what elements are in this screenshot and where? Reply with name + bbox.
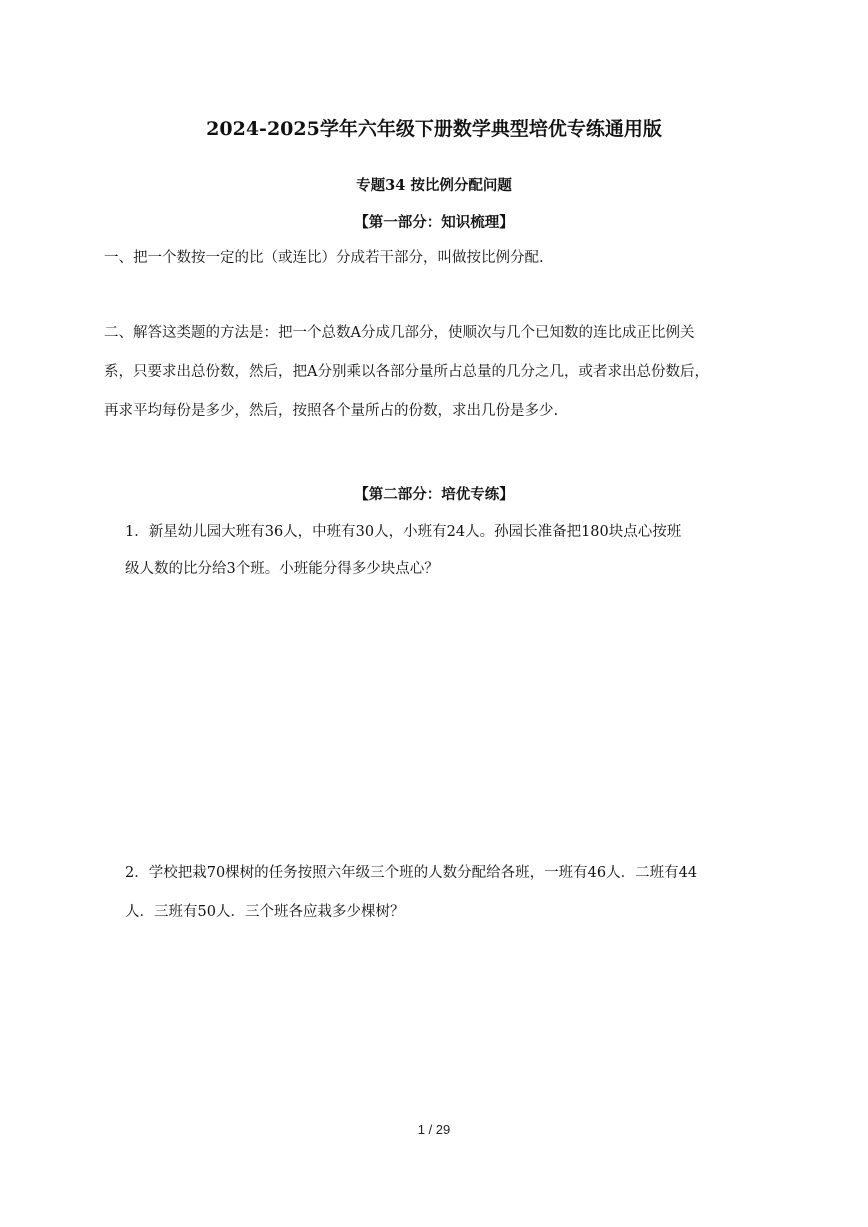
- page-number: 1 / 29: [417, 1122, 451, 1137]
- knowledge-point-2-line-3: 再求平均每份是多少，然后，按照各个量所占的份数，求出几份是多少.: [104, 403, 559, 419]
- document-title: 2024-2025学年六年级下册数学典型培优专练通用版: [206, 118, 662, 140]
- section-heading-knowledge: 【第一部分：知识梳理】: [354, 214, 514, 231]
- question-2-line-1: 2．学校把栽70棵树的任务按照六年级三个班的人数分配给各班，一班有46人．二班有44: [125, 865, 698, 881]
- knowledge-point-2-line-2: 系，只要求出总份数，然后，把A分别乘以各部分量所占总量的几分之几，或者求出总份数后，: [104, 364, 709, 380]
- question-1-line-2: 级人数的比分给3个班。小班能分得多少块点心？: [125, 561, 439, 577]
- question-1-line-1: 1．新星幼儿园大班有36人，中班有30人，小班有24人。孙园长准备把180块点心按班: [125, 524, 682, 540]
- question-2-line-2: 人．三班有50人．三个班各应栽多少棵树？: [125, 904, 405, 920]
- knowledge-point-2-line-1: 二、解答这类题的方法是：把一个总数A分成几部分，使顺次与几个已知数的连比成正比例关: [104, 325, 695, 341]
- topic-subtitle: 专题34 按比例分配问题: [356, 177, 512, 194]
- section-heading-practice: 【第二部分：培优专练】: [354, 486, 514, 503]
- knowledge-point-1: 一、把一个数按一定的比（或连比）分成若干部分，叫做按比例分配.: [104, 250, 544, 266]
